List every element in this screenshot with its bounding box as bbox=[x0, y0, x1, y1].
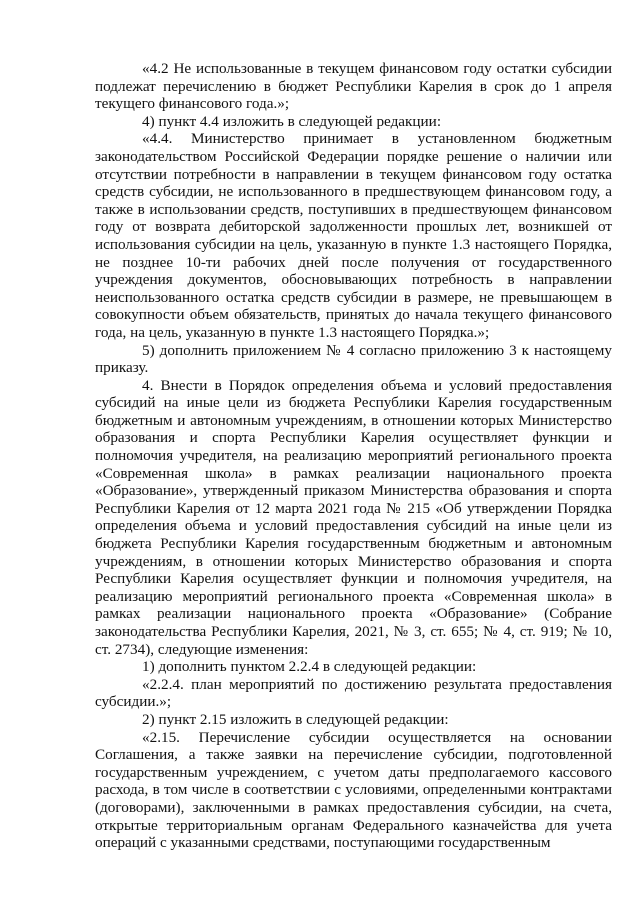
paragraph-4-4-text: «4.4. Министерство принимает в установленном бюджетным законодательством Российской Федерации порядке решение о наличии или отсутствии потребности в направлении в текущем финансовом году остатка средств субсидии, не использованного в предшествующем финансовом году, а также в использовании средств, поступивших в предшествующем финансовом году от возврата дебиторской задолженности прошлых лет, возникшей от использования субсидии на цель, указанную в пункте 1.3 настоящего Порядка, не позднее 10-ти рабочих дней после получения от государственного учреждения документов, обосновывающих потребность в направлении неиспользованного остатка средств субсидии в размере, не превышающем в совокупности объем обязательств, принятых до начала текущего финансового года, на цель, указанную в пункте 1.3 настоящего Порядка.»; bbox=[95, 130, 612, 341]
item-5-text: 5) дополнить приложением № 4 согласно приложению 3 к настоящему приказу. bbox=[95, 341, 612, 377]
paragraph-2-2-4-text: «2.2.4. план мероприятий по достижению результата предоставления субсидии.»; bbox=[95, 675, 612, 711]
section-4-text: 4. Внести в Порядок определения объема и условий предоставления субсидий на иные цели из бюджета Республики Карелия государственным бюджетным и автономным учреждениям, в отношении которых Министерство образования и спорта Республики Карелия осуществляет функции и полномочия учредителя, на реализацию мероприятий регионального проекта «Современная школа» в рамках реализации национального проекта «Образование», утвержденный приказом Министерства образования и спорта Республики Карелия от 12 марта 2021 года № 215 «Об утверждении Порядка определения объема и условий предоставления субсидий на иные цели из бюджета Республики Карелия государственным бюджетным и автономным учреждениям, в отношении которых Министерство образования и спорта Республики Карелия осуществляет функции и полномочия учредителя, на реализацию мероприятий регионального проекта «Современная школа» в рамках реализации национального проекта «Образование» (Собрание законодательства Республики Карелия, 2021, № 3, ст. 655; № 4, ст. 919; № 10, ст. 2734), следующие изменения: bbox=[95, 376, 612, 658]
paragraph-2-15-text: «2.15. Перечисление субсидии осуществляется на основании Соглашения, а также заявки на перечисление субсидии, подготовленной государственным учреждением, с учетом даты предполагаемого кассового расхода, в том числе в соответствии с условиями, определенными контрактами (договорами), заключенными в рамках предоставления субсидии, на счета, открытые территориальным органам Федерального казначейства для учета операций с указанными средствами, поступающими государственным bbox=[95, 728, 612, 852]
item-2-heading: 2) пункт 2.15 изложить в следующей редакции: bbox=[142, 710, 449, 728]
item-4-heading: 4) пункт 4.4 изложить в следующей редакции: bbox=[142, 112, 442, 130]
paragraph-4-2-text: «4.2 Не использованные в текущем финансовом году остатки субсидии подлежат перечислению в бюджет Республики Карелия в срок до 1 апреля текущего финансового года.»; bbox=[95, 60, 612, 113]
document-body bbox=[95, 60, 612, 852]
item-1-heading: 1) дополнить пунктом 2.2.4 в следующей редакции: bbox=[142, 658, 477, 676]
